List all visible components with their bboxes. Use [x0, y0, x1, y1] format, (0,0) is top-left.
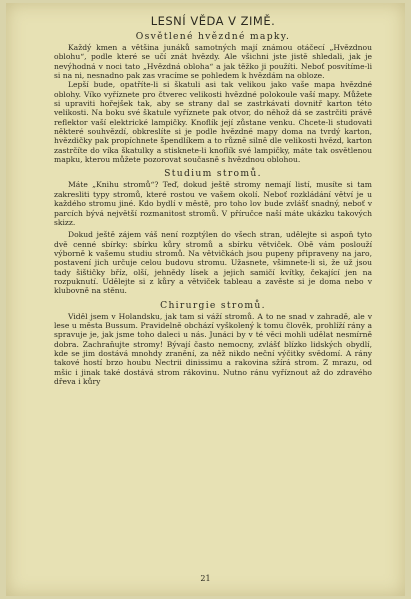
- section-heading-star-maps: Osvětlené hvězdné mapky.: [135, 31, 291, 42]
- paragraph: Lepší bude, opatříte-li si škatuli asi tak velikou jako vaše mapa hvězdné oblohy. Víko vyříznete pro čtverec velikosti hvězdné polokoule vaší mapy. Můžete si upraviti hořejšek tak, aby se strany dal se zastrkávati dovnitř karton této velikosti. Na boku své škatule vyříznete pak otvor, do něhož dá se zastrčiti právě reflektor vaší elektrické lampičky. Knoflík její zůstane venku. Chcete-li studovati některé souhvězdí, obkreslíte si je podle hvězdné mapy doma na tvrdý karton, hvězdičky pak propíchnete špendlíkem a to různě silně dle velikosti hvězd, karton zastrčíte do víka škatulky a stisknete-li knoflík své lampičky, máte tak osvětlenou mapku, kterou můžete pozorovat současně s hvězdnou oblohou.: [54, 80, 372, 165]
- section-heading-tree-study: Studium stromů.: [164, 168, 262, 180]
- paragraph: Máte „Knihu stromů“? Teď, dokud ještě stromy nemají listí, musíte si tam zakresliti typy stromů, které rostou ve vašem okolí. Neboť rozkládání větví je u každého stromu jiné. Kdo bydlí v městě, pro toho lov bude zvlášť snadný, neboť v parcích bývá největší rozmanitost stromů. V příručce naší máte ukázku takových skizz.: [54, 180, 372, 227]
- book-page: [6, 3, 405, 596]
- page-number: 21: [200, 574, 211, 583]
- paragraph: Dokud ještě zájem váš není rozptýlen do všech stran, udělejte si aspoň tyto dvě cenné sbírky: sbírku kůry stromů a sbírku větviček. Obě vám poslouží výborně k vašemu studiu stromů. Na větvičkách jsou pupeny připraveny na jaro, postavení jich určuje celou budovu stromu. Užasnete, všimnete-li si, že už jsou tady šištičky bříz, olší, jehnědy lísek a jejich samičí kvítky, čekající jen na rozpuknutí. Udělejte si z kůry a větviček tableau a zavěste si je doma nebo v klubovně na stěnu.: [54, 230, 372, 296]
- page-content: [54, 13, 372, 386]
- paragraph: Každý kmen a většina junáků samotných mají známou otáčecí „Hvězdnou oblohu“, podle které se učí znát hvězdy. Ale všichni jste jistě shledali, jak je nevýhodná v noci tato „Hvězdná obloha“ a jak těžko ji použíti. Neboť posvítíme-li si na ni, nesnadno pak zas vracíme se pohledem k hvězdám na obloze.: [54, 43, 372, 81]
- page-title: LESNÍ VĚDA V ZIMĚ.: [150, 14, 276, 28]
- paragraph: Viděl jsem v Holandsku, jak tam si váží stromů. A to ne snad v zahradě, ale v lese u města Bussum. Pravidelně obchází vyškolený k tomu člověk, prohlíží rány a spravuje je, jak jsme toho daleci u nás. Junáci by v té věci mohli udělat nesmírně dobra. Zachraňujte stromy! Bývají často nemocny, zvlášť blízko lidských obydlí, kde se jim dostává mnohdy zranění, za něž nikdo neční výčitky svědomí. A rány takové hostí brzo houbu Nectrii dinissimu a rakovina sžírá strom. Z mrazu, od mšic i jinak také dostává strom rákovinu. Nutno ránu vyříznout až do zdravého dřeva i kůry: [54, 311, 372, 386]
- section-heading-tree-surgery: Chirurgie stromů.: [160, 299, 266, 311]
